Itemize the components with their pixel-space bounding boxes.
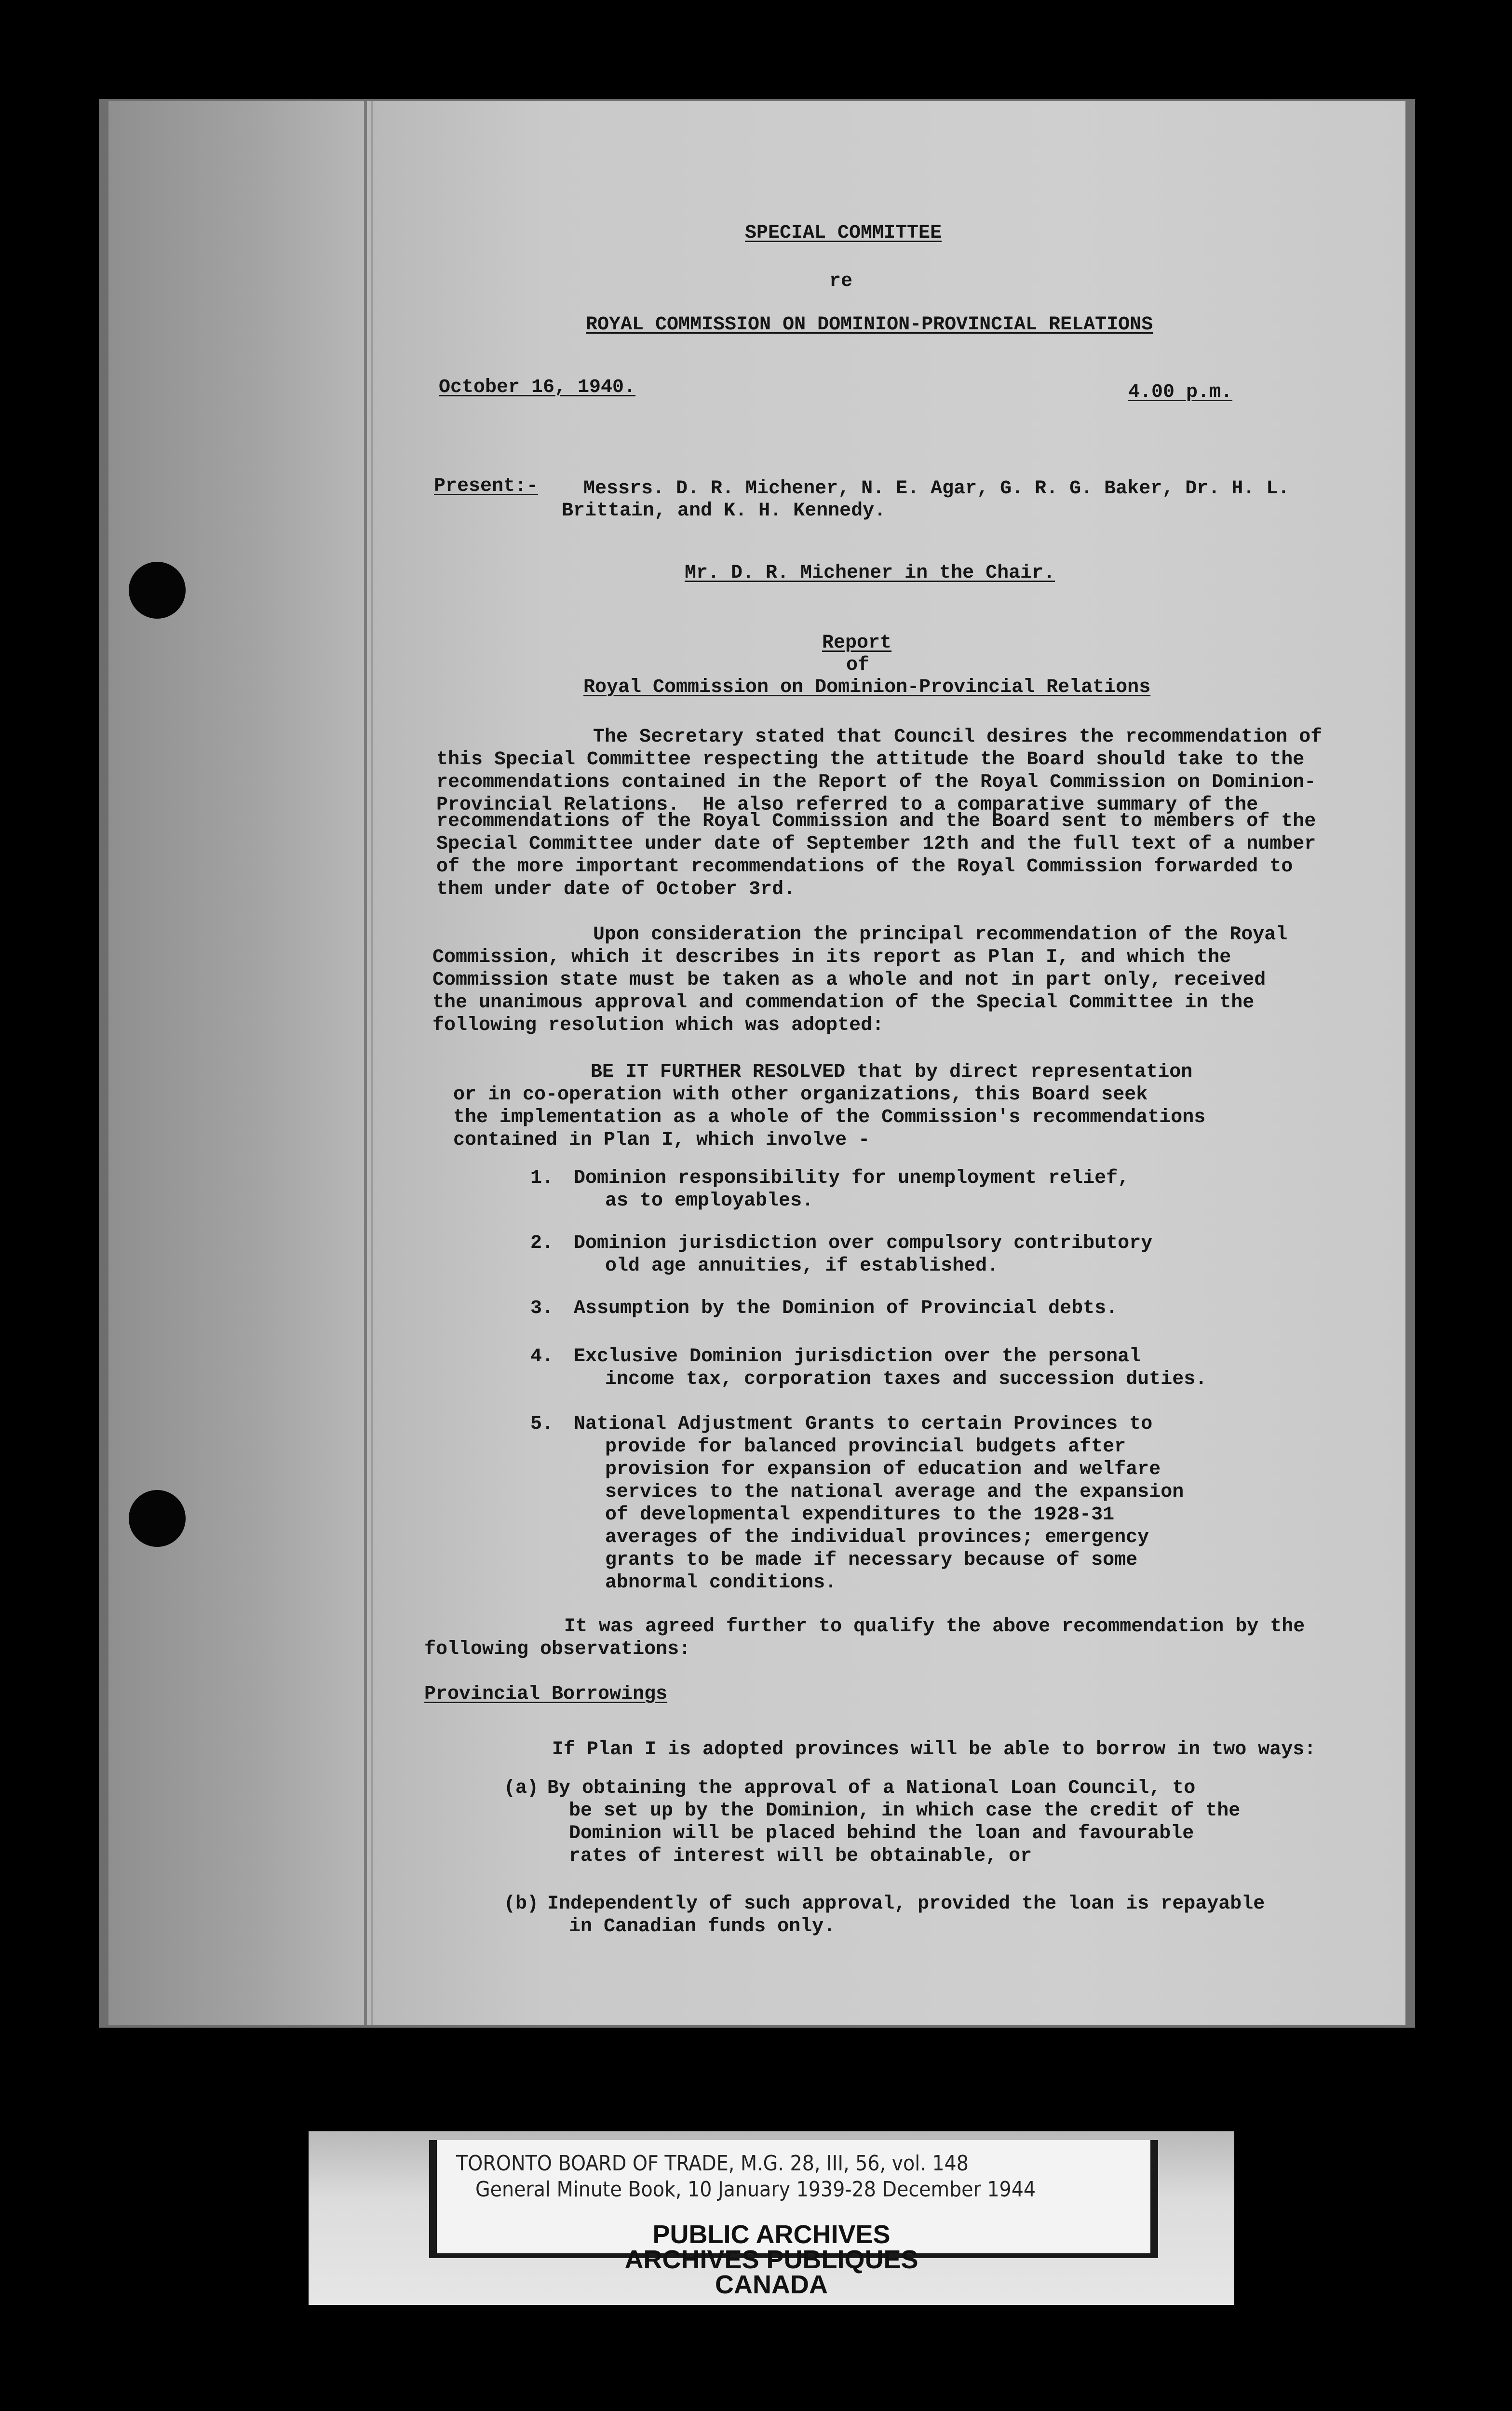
heading-re: re [829, 271, 853, 292]
item-5-line-2: provide for balanced provincial budgets after [605, 1436, 1126, 1458]
item-4-line-2: income tax, corporation taxes and succession duties. [605, 1368, 1207, 1390]
option-a-line-3: Dominion will be placed behind the loan and favourable [569, 1823, 1194, 1844]
item-2-line-2: old age annuities, if established. [605, 1255, 999, 1277]
para3-line-2: following observations: [424, 1639, 691, 1660]
item-1-number: 1. [530, 1167, 554, 1189]
option-a-line-2: be set up by the Dominion, in which case the credit of the [569, 1800, 1241, 1822]
para2-line-2: Commission, which it describes in its report as Plan I, and which the [432, 947, 1231, 968]
report-heading-report: Report [822, 632, 892, 654]
para2-line-5: following resolution which was adopted: [432, 1015, 884, 1036]
item-5-line-5: of developmental expenditures to the 1928-31 [605, 1504, 1115, 1526]
item-5-number: 5. [530, 1413, 554, 1435]
item-5-line-1: National Adjustment Grants to certain Provinces to [574, 1413, 1153, 1435]
para1-line-7: of the more important recommendations of the Royal Commission forwarded to [436, 856, 1293, 878]
item-1-line-2: as to employables. [605, 1190, 814, 1212]
para1-line-3: recommendations contained in the Report of the Royal Commission on Dominion- [436, 772, 1316, 793]
archives-publiques-line: ARCHIVES PUBLIQUES [624, 2245, 918, 2274]
para2-line-3: Commission state must be taken as a whole and not in part only, received [432, 969, 1266, 991]
para4-line: If Plan I is adopted provinces will be able to borrow in two ways: [552, 1739, 1316, 1761]
archive-reference-line-2: General Minute Book, 10 January 1939-28 December 1944 [475, 2177, 1036, 2202]
typed-page [108, 101, 1405, 2025]
option-b-label: (b) [504, 1893, 539, 1915]
para1-line-4: Provincial Relations. He also referred to a comparative summary of the [436, 794, 1258, 816]
para2-line-1: Upon consideration the principal recommendation of the Royal [593, 924, 1288, 946]
public-archives-line: PUBLIC ARCHIVES [652, 2220, 891, 2249]
item-4-number: 4. [530, 1346, 554, 1368]
para1-line-5: recommendations of the Royal Commission and the Board sent to members of the [436, 811, 1316, 832]
item-5-line-7: grants to be made if necessary because of some [605, 1549, 1138, 1571]
canada-line: CANADA [715, 2270, 828, 2299]
item-3-line-1: Assumption by the Dominion of Provincial debts. [574, 1298, 1118, 1319]
option-a-line-4: rates of interest will be obtainable, or [569, 1845, 1032, 1867]
resolution-line-2: or in co-operation with other organizations, this Board seek [453, 1084, 1148, 1106]
item-2-number: 2. [530, 1233, 554, 1254]
present-label: Present:- [434, 475, 539, 497]
para1-line-2: this Special Committee respecting the attitude the Board should take to the [436, 749, 1305, 771]
heading-special-committee: SPECIAL COMMITTEE [745, 222, 942, 244]
chair-line: Mr. D. R. Michener in the Chair. [685, 562, 1055, 584]
report-heading-title: Royal Commission on Dominion-Provincial Relations [583, 677, 1151, 698]
item-5-line-4: services to the national average and the expansion [605, 1481, 1184, 1503]
para2-line-4: the unanimous approval and commendation of the Special Committee in the [432, 992, 1255, 1014]
para1-line-1: The Secretary stated that Council desires the recommendation of [593, 726, 1323, 748]
archive-reference-line-1: TORONTO BOARD OF TRADE, M.G. 28, III, 56, vol. 148 [456, 2151, 969, 2176]
option-a-line-1: By obtaining the approval of a National Loan Council, to [547, 1777, 1196, 1799]
meeting-time: 4.00 p.m. [1128, 381, 1233, 403]
option-b-line-1: Independently of such approval, provided the loan is repayable [547, 1893, 1265, 1915]
meeting-date: October 16, 1940. [439, 377, 636, 398]
present-line-1: Messrs. D. R. Michener, N. E. Agar, G. R. G. Baker, Dr. H. L. [583, 478, 1290, 500]
item-2-line-1: Dominion jurisdiction over compulsory contributory [574, 1233, 1153, 1254]
item-1-line-1: Dominion responsibility for unemployment relief, [574, 1167, 1130, 1189]
item-5-line-3: provision for expansion of education and welfare [605, 1459, 1161, 1480]
resolution-line-3: the implementation as a whole of the Commission's recommendations [453, 1107, 1206, 1128]
para1-line-6: Special Committee under date of September 12th and the full text of a number [436, 833, 1316, 855]
item-5-line-8: abnormal conditions. [605, 1572, 837, 1594]
document-sheet [108, 101, 1405, 2025]
option-a-label: (a) [504, 1777, 539, 1799]
para1-line-8: them under date of October 3rd. [436, 879, 796, 900]
archive-label [309, 2131, 1234, 2305]
item-5-line-6: averages of the individual provinces; emergency [605, 1527, 1149, 1548]
resolution-line-4: contained in Plan I, which involve - [453, 1129, 870, 1151]
option-b-line-2: in Canadian funds only. [569, 1916, 836, 1937]
resolution-line-1: BE IT FURTHER RESOLVED that by direct representation [591, 1061, 1193, 1083]
item-3-number: 3. [530, 1298, 554, 1319]
heading-royal-commission: ROYAL COMMISSION ON DOMINION-PROVINCIAL RELATIONS [586, 314, 1153, 336]
present-line-2: Brittain, and K. H. Kennedy. [562, 500, 886, 522]
section-heading-provincial-borrowings: Provincial Borrowings [424, 1683, 668, 1705]
item-4-line-1: Exclusive Dominion jurisdiction over the personal [574, 1346, 1141, 1368]
report-heading-of: of [846, 654, 870, 676]
para3-line-1: It was agreed further to qualify the above recommendation by the [564, 1616, 1305, 1638]
